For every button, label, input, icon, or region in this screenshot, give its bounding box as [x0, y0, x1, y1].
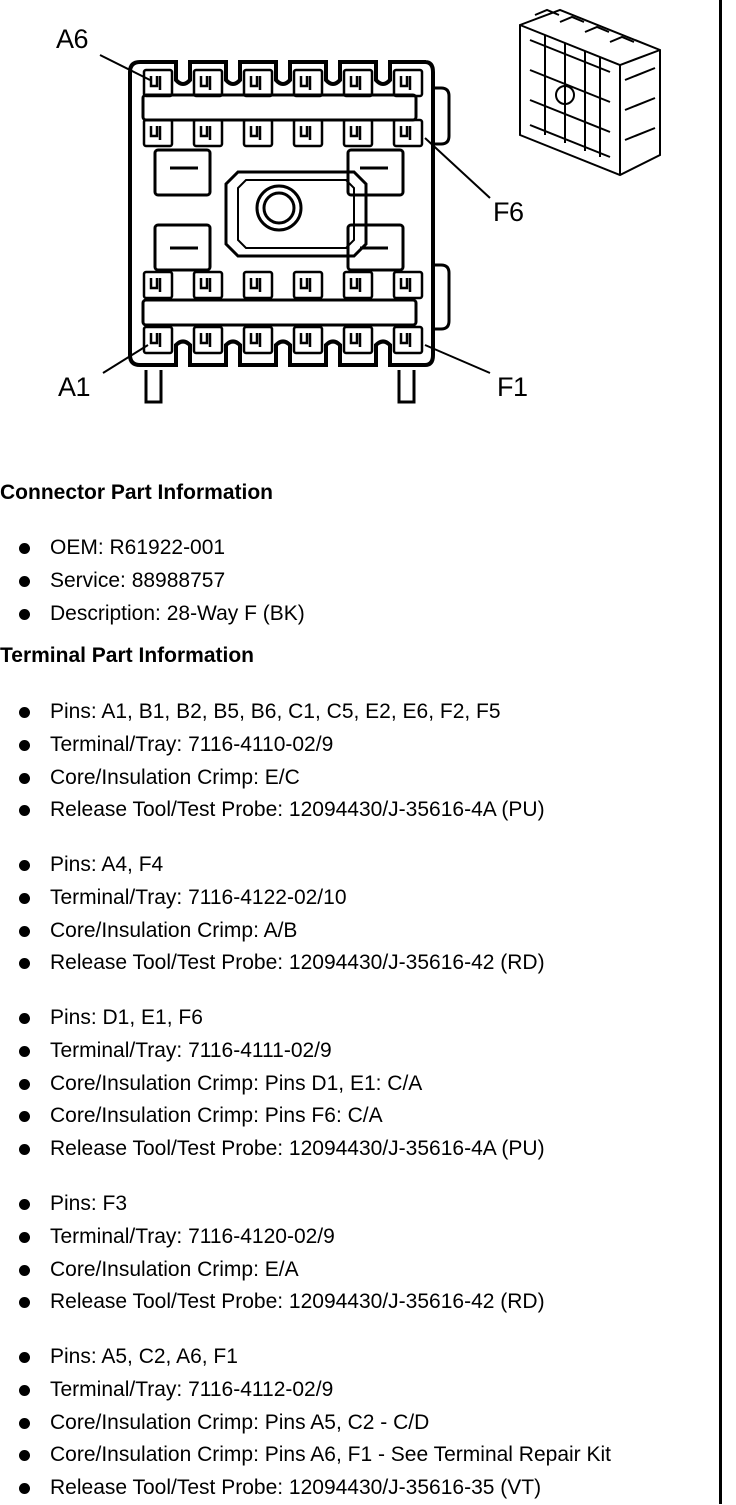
- terminal-pin: [351, 333, 360, 347]
- list-item: OEM: R61922-001: [0, 532, 305, 565]
- terminal-pin: [251, 126, 260, 140]
- terminal-pin: [401, 333, 410, 347]
- terminal-pin: [251, 333, 260, 347]
- list-item: Terminal/Tray: 7116-4111-02/9: [0, 1035, 545, 1068]
- terminal-pin: [351, 76, 360, 90]
- terminal-group-2: [0, 849, 545, 980]
- list-item: Release Tool/Test Probe: 12094430/J-35616-4A (PU): [0, 1133, 545, 1166]
- list-item: Release Tool/Test Probe: 12094430/J-35616-42 (RD): [0, 1286, 545, 1319]
- callout-f1: F1: [497, 372, 528, 402]
- list-item: Release Tool/Test Probe: 12094430/J-35616-35 (VT): [0, 1472, 611, 1505]
- terminal-pin: [301, 333, 310, 347]
- callout-a1: A1: [58, 372, 91, 402]
- list-item: Pins: A4, F4: [0, 849, 545, 882]
- list-item: Pins: A1, B1, B2, B5, B6, C1, C5, E2, E6, F2, F5: [0, 696, 545, 729]
- terminal-pin: [301, 278, 310, 292]
- list-item: Release Tool/Test Probe: 12094430/J-35616-4A (PU): [0, 794, 545, 827]
- terminal-pin: [201, 278, 210, 292]
- terminal-pin: [201, 76, 210, 90]
- terminal-pin: [401, 278, 410, 292]
- terminal-pin: [401, 126, 410, 140]
- list-item: Terminal/Tray: 7116-4112-02/9: [0, 1374, 611, 1407]
- terminal-pin: [301, 126, 310, 140]
- list-item: Terminal/Tray: 7116-4122-02/10: [0, 882, 545, 915]
- terminal-group-4: [0, 1188, 545, 1319]
- connector-info-list: [0, 532, 305, 630]
- terminal-pin: [251, 76, 260, 90]
- list-item: Pins: D1, E1, F6: [0, 1002, 545, 1035]
- terminal-pin: [151, 333, 160, 347]
- callout-a6: A6: [56, 24, 89, 54]
- terminal-pin: [201, 333, 210, 347]
- list-item: Service: 88988757: [0, 565, 305, 598]
- connector-section-title: Connector Part Information: [0, 481, 274, 504]
- list-item: Terminal/Tray: 7116-4120-02/9: [0, 1221, 545, 1254]
- connector-face-icon: [130, 62, 449, 402]
- terminal-pin: [151, 278, 160, 292]
- list-item: Core/Insulation Crimp: Pins D1, E1: C/A: [0, 1068, 545, 1101]
- list-item: Description: 28-Way F (BK): [0, 598, 305, 631]
- terminal-pin: [151, 126, 160, 140]
- list-item: Pins: F3: [0, 1188, 545, 1221]
- connector-face-diagram: [0, 0, 720, 420]
- terminal-group-1: [0, 696, 545, 827]
- terminal-pin: [351, 126, 360, 140]
- terminal-pin: [151, 76, 160, 90]
- terminal-pin: [201, 126, 210, 140]
- list-item: Release Tool/Test Probe: 12094430/J-35616-42 (RD): [0, 947, 545, 980]
- terminal-pin: [351, 278, 360, 292]
- list-item: Core/Insulation Crimp: A/B: [0, 915, 545, 948]
- list-item: Core/Insulation Crimp: E/A: [0, 1254, 545, 1287]
- list-item: Core/Insulation Crimp: E/C: [0, 762, 545, 795]
- list-item: Core/Insulation Crimp: Pins F6: C/A: [0, 1100, 545, 1133]
- callout-f6: F6: [493, 197, 524, 227]
- connector-isometric-icon: [520, 10, 660, 175]
- list-item: Core/Insulation Crimp: Pins A5, C2 - C/D: [0, 1407, 611, 1440]
- terminal-section-title: Terminal Part Information: [0, 644, 254, 667]
- terminal-pin: [301, 76, 310, 90]
- terminal-pin: [251, 278, 260, 292]
- list-item: Core/Insulation Crimp: Pins A6, F1 - See Terminal Repair Kit: [0, 1439, 611, 1472]
- list-item: Terminal/Tray: 7116-4110-02/9: [0, 729, 545, 762]
- terminal-pin: [401, 76, 410, 90]
- list-item: Pins: A5, C2, A6, F1: [0, 1341, 611, 1374]
- terminal-group-5: [0, 1341, 611, 1505]
- terminal-group-3: [0, 1002, 545, 1166]
